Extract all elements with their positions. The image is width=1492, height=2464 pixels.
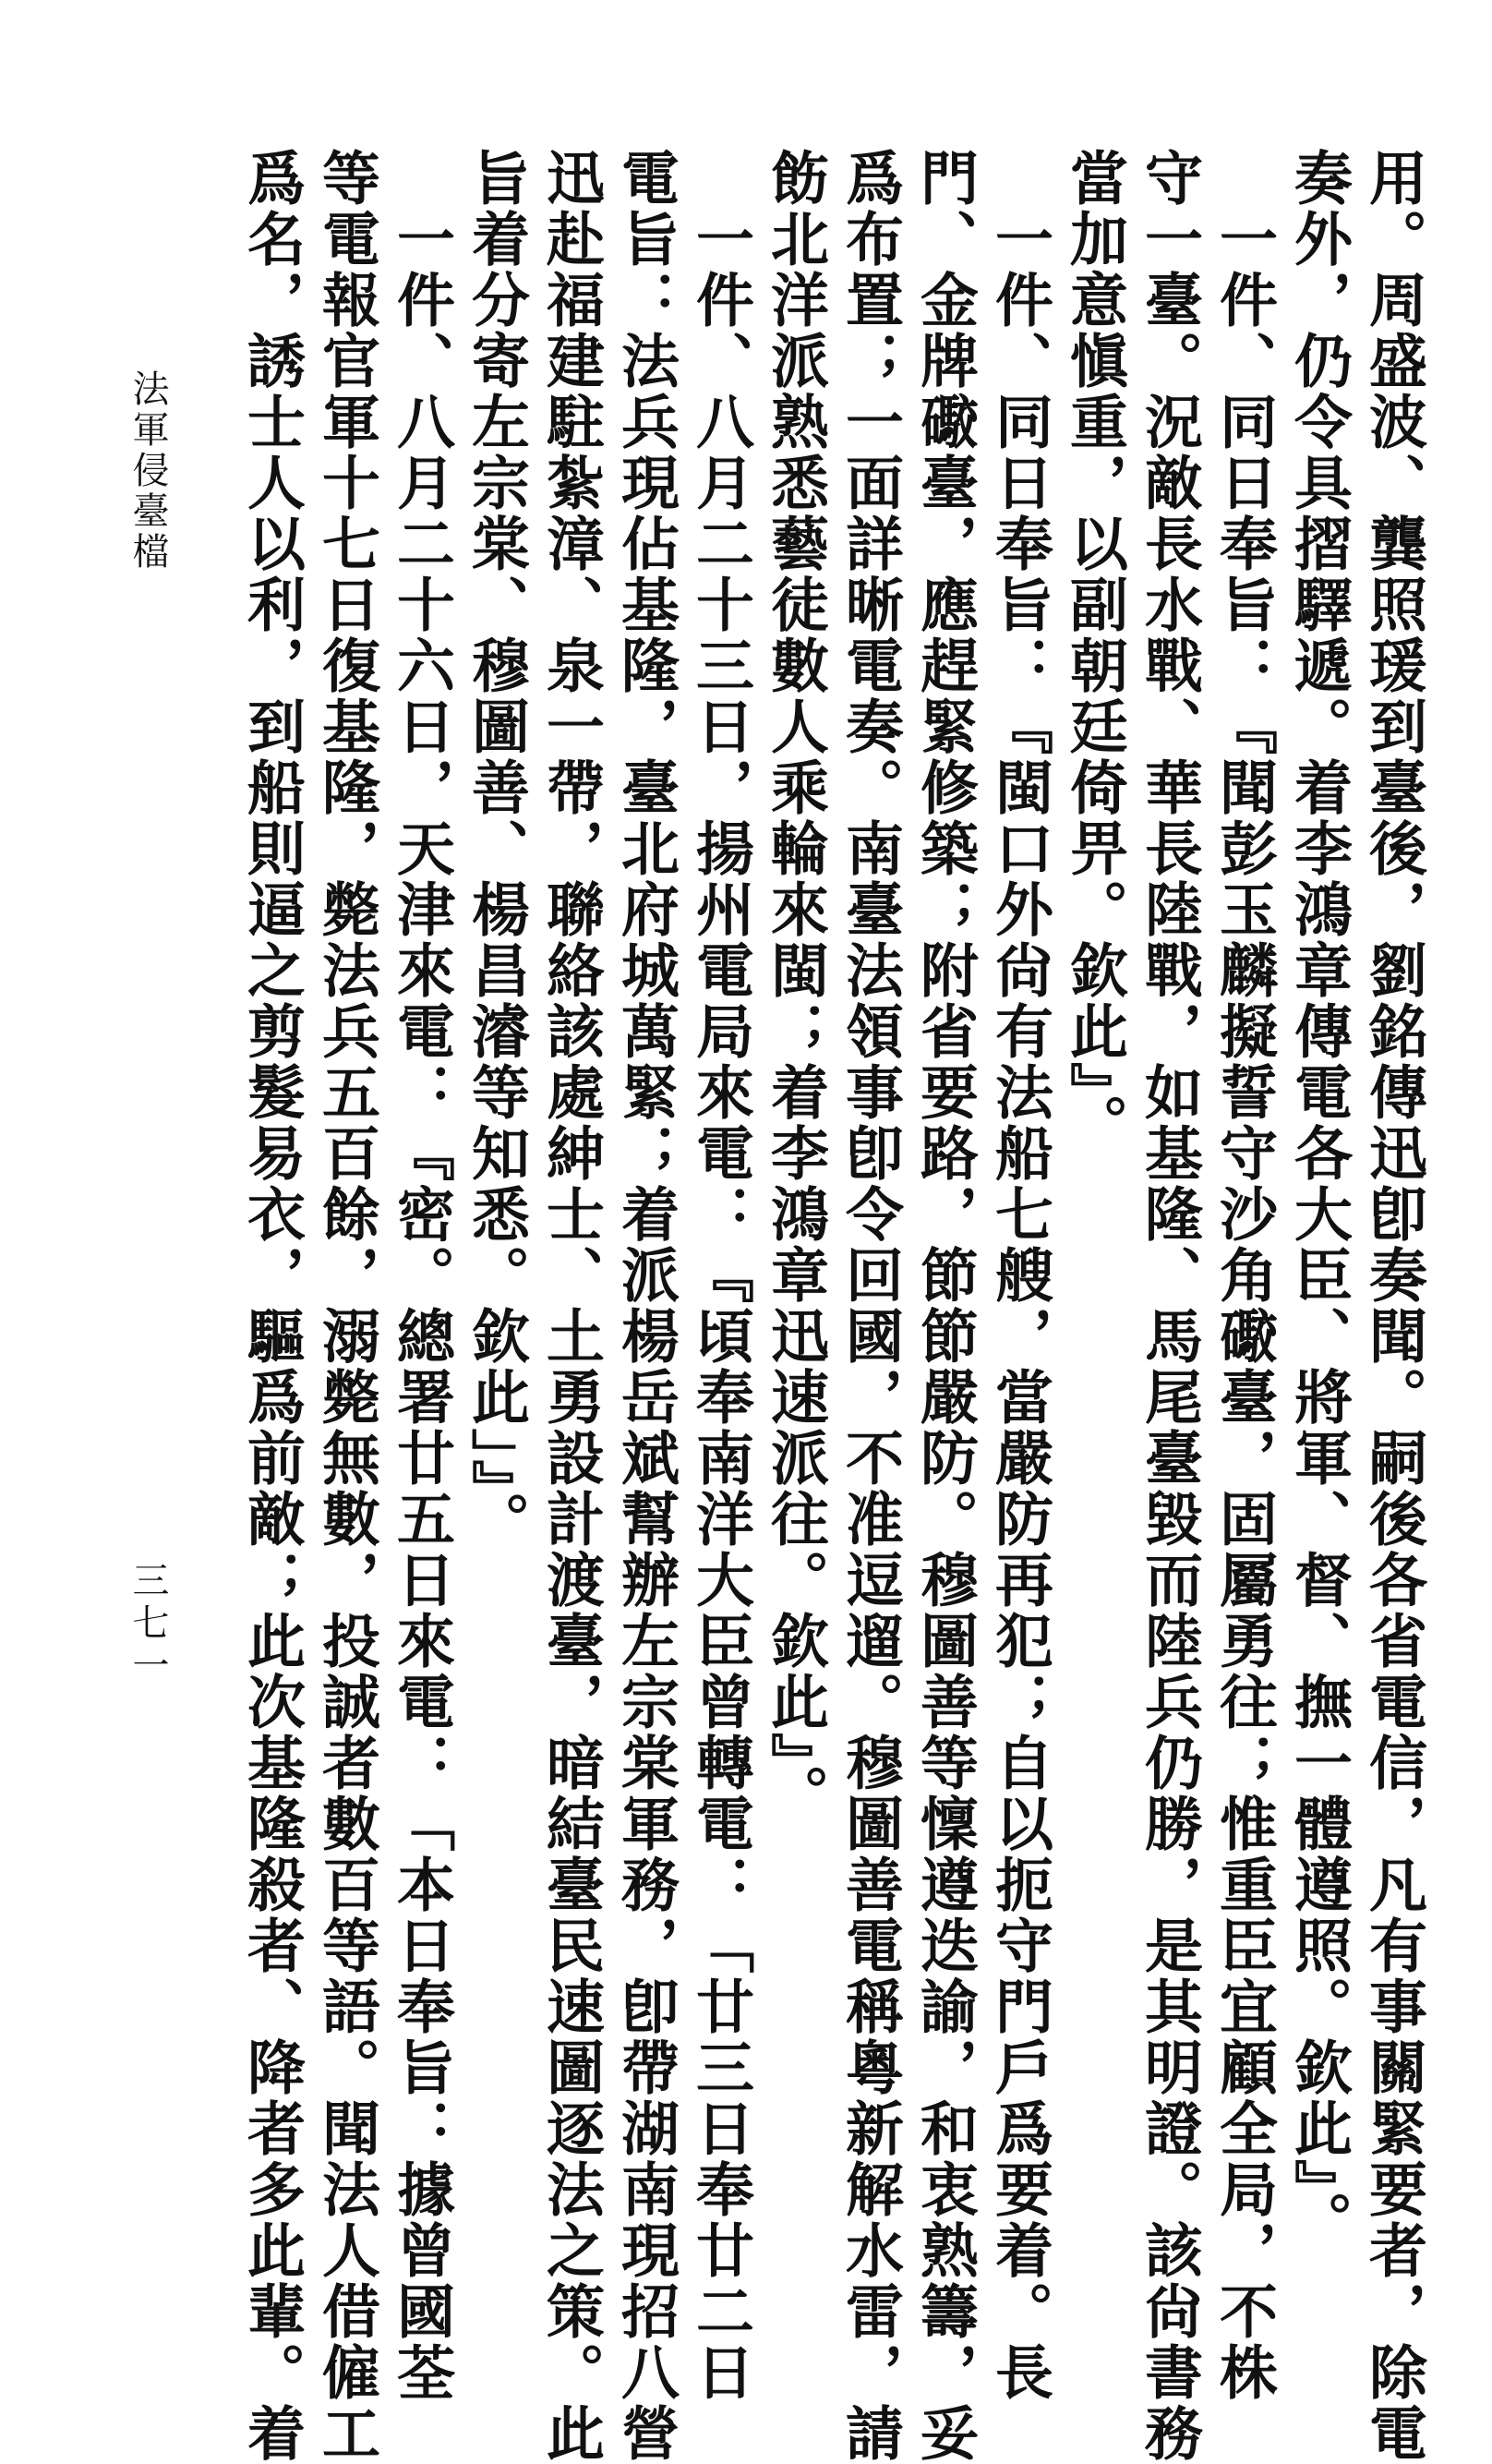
text-line: 一件、同日奉旨：『閩口外尙有法船七艘，當嚴防再犯；自以扼守門戶爲要着。長 bbox=[986, 148, 1054, 2403]
text-line: 爲名，誘士人以利，到船則逼之剪髮易衣，驅爲前敵；此次基隆殺者、降者多此輩。着 bbox=[238, 148, 307, 2464]
text-line: 門、金牌礮臺，應趕緊修築；附省要路，節節嚴防。穆圖善等懍遵迭諭，和衷熟籌，妥 bbox=[911, 148, 980, 2464]
text-line: 爲布置；一面詳晰電奏。南臺法領事卽令回國，不准逗遛。穆圖善電稱粵新解水雷，請 bbox=[836, 148, 905, 2464]
vertical-body-text bbox=[222, 148, 1431, 2464]
text-line: 當加意愼重，以副朝廷倚畀。欽此』。 bbox=[1061, 148, 1129, 1155]
text-line: 飭北洋派熟悉藝徒數人乘輪來閩；着李鴻章迅速派往。欽此』。 bbox=[762, 148, 830, 1826]
text-line: 電旨：法兵現佔基隆，臺北府城萬緊；着派楊岳斌幫辦左宗棠軍務，卽帶湖南現招八營 bbox=[612, 148, 680, 2464]
text-line: 一件、八月二十三日，揚州電局來電：『頃奉南洋大臣曾轉電：「廿三日奉廿二日 bbox=[687, 148, 755, 2403]
text-line: 旨着分寄左宗棠、穆圖善、楊昌濬等知悉。欽此」』。 bbox=[463, 148, 531, 1552]
text-line: 用。周盛波、龔照瑗到臺後，劉銘傳迅卽奏聞。嗣後各省電信，凡有事關緊要者，除電 bbox=[1360, 148, 1428, 2464]
text-line: 一件、八月二十六日，天津來電：『密。總署廿五日來電：「本日奉旨：據曾國荃 bbox=[388, 148, 456, 2403]
page-number: 三七一 bbox=[126, 1561, 169, 1688]
text-line: 迅赴福建駐紮漳、泉一帶，聯絡該處紳士、土勇設計渡臺，暗結臺民速圖逐法之策。此 bbox=[537, 148, 606, 2464]
running-header-title: 法軍侵臺檔 bbox=[126, 369, 169, 573]
text-line: 守一臺。況敵長水戰、華長陸戰，如基隆、馬尾臺毀而陸兵仍勝，是其明證。該尙書務 bbox=[1136, 148, 1204, 2464]
text-line: 奏外，仍令具摺驛遞。着李鴻章傳電各大臣、將軍、督、撫一體遵照。欽此』。 bbox=[1285, 148, 1354, 2253]
text-line: 等電報官軍十七日復基隆，斃法兵五百餘，溺斃無數，投誠者數百等語。聞法人借僱工 bbox=[313, 148, 381, 2464]
text-line: 一件、同日奉旨：『聞彭玉麟擬誓守沙角礮臺，固屬勇往；惟重臣宜顧全局，不株 bbox=[1210, 148, 1279, 2403]
